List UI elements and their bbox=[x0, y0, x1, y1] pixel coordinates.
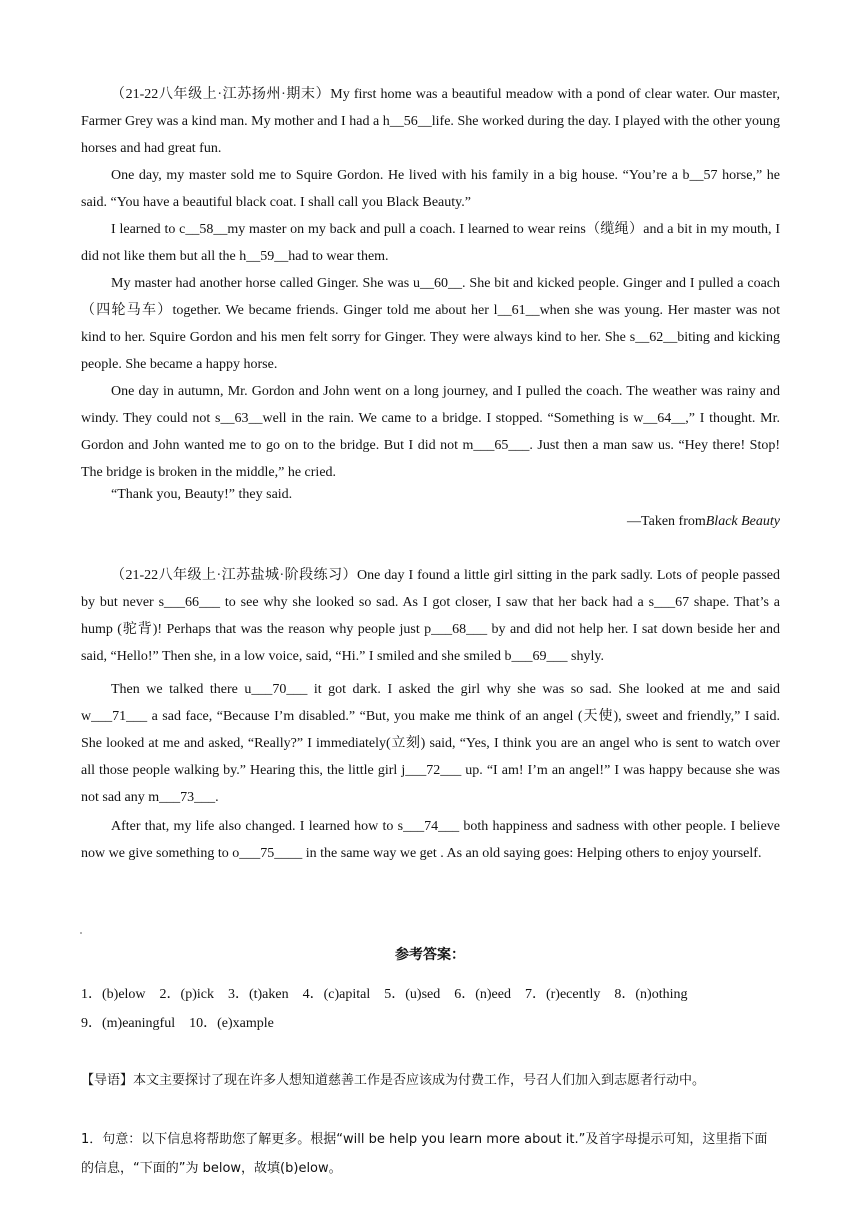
passage1-source bbox=[627, 508, 780, 535]
passage1-paragraph-6: “Thank you, Beauty!” they said. bbox=[111, 487, 293, 502]
passage1-paragraph-4: My master had another horse called Ginger. She was u__60__. She bit and kicked people. Ginger and I pulled a coach（四轮马车）together. We became friends. Ginger told me about her l__61__when she was young. Her master was not kind to her. Squire Gordon and his men felt sorry for Ginger. They were always kind to her. She s__62__biting and kicking people. She became a happy horse. bbox=[81, 276, 780, 372]
passage1-paragraph-1: （21-22八年级上·江苏扬州·期末）My first home was a beautiful meadow with a pond of clear water. Our master, Farmer Grey was a kind man. My mother and I had a h__56__life. She worked during the day. I played with the other young horses and had great fun. bbox=[81, 87, 780, 156]
source-title: Black Beauty bbox=[705, 514, 780, 529]
explanation-1: 1．句意：以下信息将帮助您了解更多。根据“will be help you learn more about it.”及首字母提示可知，这里指下面的信息，“下面的”为 below，故填(b)elow。 bbox=[81, 1132, 768, 1176]
stray-mark bbox=[80, 932, 82, 934]
source-prefix: —Taken from bbox=[627, 514, 706, 529]
passage2-paragraph-2: Then we talked there u___70___ it got dark. I asked the girl why she was so sad. She looked at me and said w___71___ a sad face, “Because I’m disabled.” “But, you make me think of an angel (天使), sweet and friendly,” I said. She looked at me and asked, “Really?” I immediately(立刻) said, “Yes, I think you are an angel who is sent to watch over all those people walking by.” Hearing this, the little girl j___72___ up. “I am! I’m an angel!” I was happy because she was not sad any m___73___. bbox=[81, 682, 780, 805]
passage1-paragraph-2: One day, my master sold me to Squire Gordon. He lived with his family in a big house. “You’re a b__57 horse,” he said. “You have a beautiful black coat. I shall call you Black Beauty.” bbox=[81, 168, 780, 210]
passage1-paragraph-3: I learned to c__58__my master on my back and pull a coach. I learned to wear reins（缆绳）and a bit in my mouth, I did not like them but all the h__59__had to wear them. bbox=[81, 222, 780, 264]
answer-heading: 参考答案： bbox=[395, 947, 465, 963]
answer-line-2: 9．(m)eaningful 10．(e)xample bbox=[81, 1016, 274, 1031]
passage2-paragraph-1: （21-22八年级上·江苏盐城·阶段练习）One day I found a little girl sitting in the park sadly. Lots of people passed by but never s___66___ to see why she looked so sad. As I got closer, I saw that her back had a s___67 shape. That’s a hump (驼背)! Perhaps that was the reason why people just p___68___ by and did not help her. I sat down beside her and said, “Hello!” Then she, in a low voice, said, “Hi.” I smiled and she smiled b___69___ shyly. bbox=[81, 568, 780, 664]
answer-line-1: 1．(b)elow 2．(p)ick 3．(t)aken 4．(c)apital 5．(u)sed 6．(n)eed 7．(r)ecently 8．(n)othing bbox=[81, 987, 688, 1002]
passage1-paragraph-5: One day in autumn, Mr. Gordon and John went on a long journey, and I pulled the coach. The weather was rainy and windy. They could not s__63__well in the rain. We came to a bridge. I stopped. “Something is w__64__,” I thought. Mr. Gordon and John wanted me to go on to the bridge. But I did not m___65___. Just then a man saw us. “Hey there! Stop! The bridge is broken in the middle,” he cried. bbox=[81, 384, 780, 480]
passage2-paragraph-3: After that, my life also changed. I learned how to s___74___ both happiness and sadness with other people. I believe now we give something to o___75____ in the same way we get . As an old saying goes: Helping others to enjoy yourself. bbox=[81, 819, 780, 861]
guide-text: 【导语】本文主要探讨了现在许多人想知道慈善工作是否应该成为付费工作，号召人们加入到志愿者行动中。 bbox=[81, 1073, 706, 1088]
